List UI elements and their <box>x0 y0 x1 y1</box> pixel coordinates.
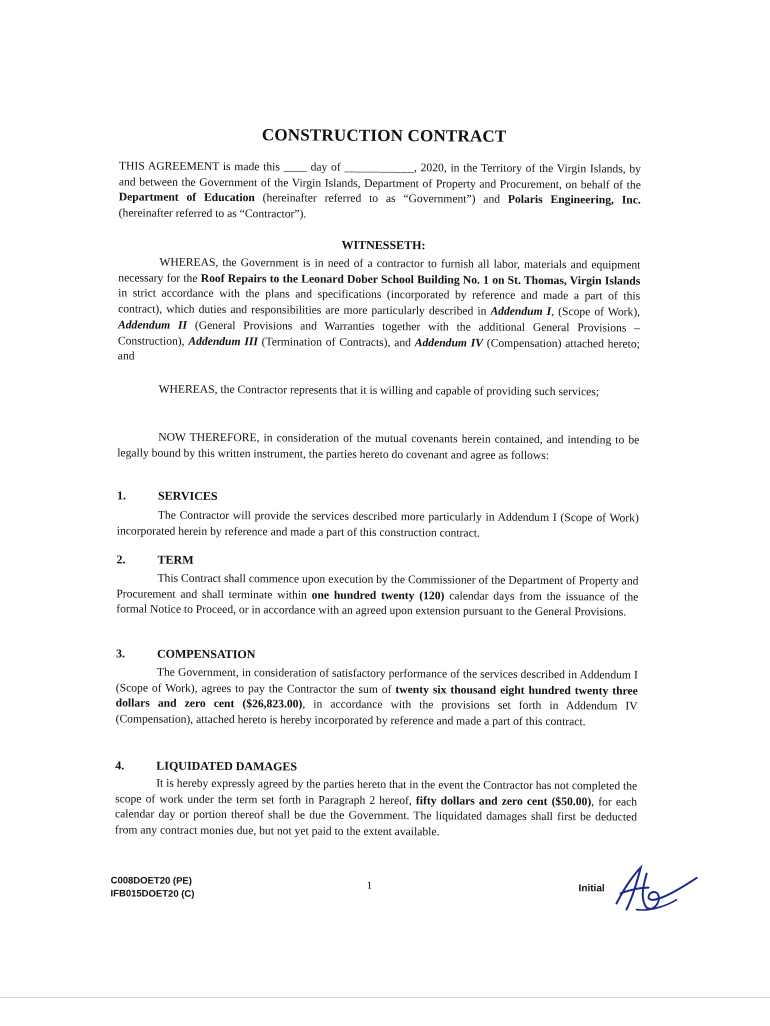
text-run: NOW THEREFORE, in consideration of the mutual covenants herein contained, and intending to be legally bound by this written instrument, the parties hereto do covenant and agree as follows: <box>117 430 640 462</box>
section-body <box>117 507 639 542</box>
text-run: (General Provisions and Warranties together with the additional General Provisions – Construction), <box>117 318 641 348</box>
whereas-paragraph-1 <box>118 254 641 367</box>
document-codes <box>110 874 194 901</box>
text-run: (hereinafter referred to as “Government”) and <box>254 191 508 207</box>
text-run: WHEREAS, the Contractor represents that it is willing and capable of providing such services; <box>158 382 600 399</box>
section-number: 3. <box>115 646 126 661</box>
text-run: , in accordance with the provisions set forth in Addendum IV (Compensation), attached hereto is hereby incorporated by reference and made a part of this contract. <box>115 697 638 729</box>
text-run: (Termination of Contracts), and <box>257 334 415 349</box>
section-body <box>116 570 638 620</box>
section-title: TERM <box>157 552 194 567</box>
text-run: The Contractor will provide the services described more particularly in Addendum I (Scope of Work) incorporated herein by reference and made a part of this construction contract. <box>116 508 639 540</box>
text-run: , for each calendar day or portion thereof shall be due the Government. The liquidated damages shall first be deducted from any contract monies due, but not yet paid to the extent available. <box>114 794 638 839</box>
text-run: , (Scope of Work), <box>551 305 641 319</box>
page-number: 1 <box>366 879 373 892</box>
handwritten-initials <box>606 863 702 916</box>
initial-label: Initial <box>578 883 605 895</box>
section-number: 1. <box>116 488 127 503</box>
section-body <box>116 664 638 730</box>
text-run: (hereinafter referred to as “Contractor”). <box>118 206 307 221</box>
section-title: LIQUIDATED DAMAGES <box>156 758 298 774</box>
text-run: Addendum III <box>188 334 258 348</box>
intro-paragraph <box>119 158 641 224</box>
section-body <box>115 775 637 841</box>
text-run: It is hereby expressly agreed by the parties hereto that in the event the Contractor has not completed the scope of work under the term set forth in Paragraph 2 hereof, <box>115 776 638 807</box>
text-run: in strict accordance with the plans and specifications (incorporated by reference and made a part of this contract), which duties and responsibilities are more particularly described in <box>118 286 641 318</box>
text-run: fifty dollars and zero cent ($50.00) <box>415 793 592 808</box>
section-number: 4. <box>115 758 125 773</box>
text-run: Polaris Engineering, Inc. <box>507 193 641 207</box>
ifb-code: IFB015DOET20 (C) <box>110 888 195 900</box>
text-run: Addendum I <box>490 304 552 319</box>
section-number: 2. <box>116 552 126 567</box>
text-run: calendar days from the issuance of the formal Notice to Proceed, or in accordance with an agreed upon extension pursuant to the General Provisions. <box>116 589 639 619</box>
now-therefore-paragraph <box>117 429 639 464</box>
text-run: The Government, in consideration of satisfactory performance of the services described in Addendum I (Scope of Work), agrees to pay the Contractor the sum of <box>115 665 638 696</box>
document-title: CONSTRUCTION CONTRACT <box>261 125 507 146</box>
whereas-paragraph-2 <box>118 381 640 400</box>
section-heading <box>117 552 639 570</box>
section-heading <box>115 758 637 776</box>
text-run: WHEREAS, the Government is in need of a contractor to furnish all labor, materials and equipment necessary for the <box>118 255 641 285</box>
witnesseth-heading: WITNESSETH: <box>341 237 426 253</box>
text-run: one hundred twenty (120) <box>311 588 445 603</box>
text-run: Addendum IV <box>414 335 484 350</box>
section-heading <box>117 488 639 506</box>
scan-edge-line <box>0 997 770 998</box>
section-heading <box>116 646 638 664</box>
text-run: twenty six thousand eight hundred twenty three dollars and zero cent ($26,823.00) <box>115 682 638 711</box>
contract-code: C008DOET20 (PE) <box>110 875 192 887</box>
section-title: SERVICES <box>157 488 218 503</box>
text-run: Department of Education <box>118 190 255 205</box>
text-run: (Compensation) attached hereto; and <box>117 336 640 363</box>
text-run: This Contract shall commence upon execution by the Commissioner of the Department of Property and Procurement and shall terminate within <box>116 571 639 602</box>
section-title: COMPENSATION <box>156 646 256 662</box>
text-run: THIS AGREEMENT is made this ____ day of ____________, 2020, in the Territory of the Virgin Islands, by and between the Government of the Virgin Islands, Department of Property and Procurement, on behalf of the <box>118 159 642 192</box>
text-run: Roof Repairs to the Leonard Dober School Building No. 1 on St. Thomas, Virgin Islands <box>200 271 641 288</box>
text-run: Addendum II <box>117 318 188 332</box>
